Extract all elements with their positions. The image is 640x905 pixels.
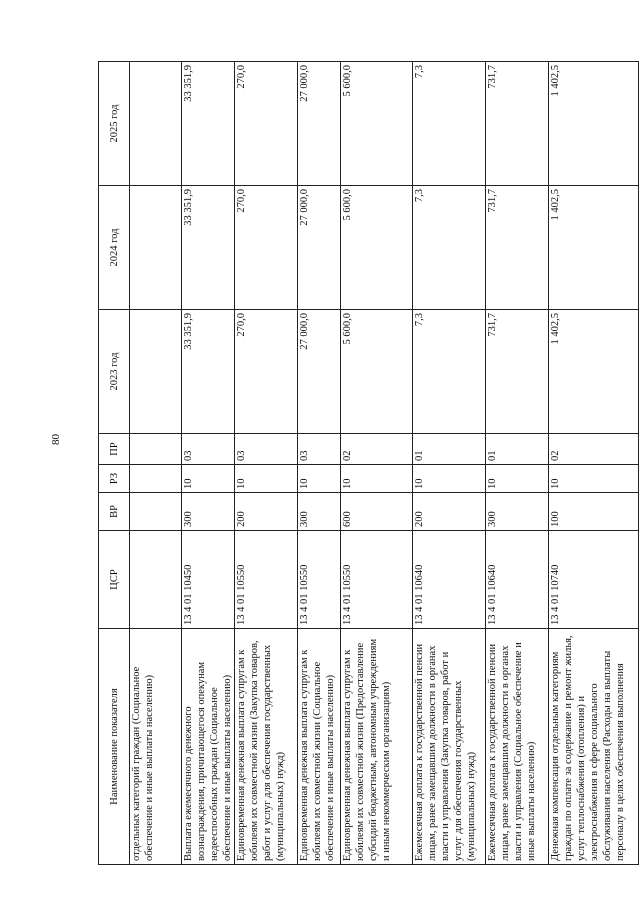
cell-rz: 10: [235, 465, 298, 493]
cell-name: Единовременная денежная выплата супругам к юбилеям их совместной жизни (Предоставление субсидий бюджетным, автономным учреждениям и иным некоммерческим организациям): [341, 629, 413, 865]
header-rz: РЗ: [99, 465, 130, 493]
cell-pr: 02: [341, 434, 413, 465]
cell-rz: 10: [298, 465, 341, 493]
header-2025: 2025 год: [99, 62, 130, 186]
cell-2024: 270,0: [235, 186, 298, 310]
page-number: 80: [50, 434, 62, 445]
cell-name: Единовременная денежная выплата супругам к юбилеям их совместной жизни (Социальное обеспечение и иные выплаты населению): [298, 629, 341, 865]
cell-2024: [130, 186, 182, 310]
cell-2025: 5 600,0: [341, 62, 413, 186]
cell-name: Выплата ежемесячного денежного вознаграждения, причитающегося опекунам недееспособных граждан (Социальное обеспечение и иные выплаты населению): [182, 629, 235, 865]
cell-2025: [130, 62, 182, 186]
cell-csr: 13 4 01 10640: [486, 531, 549, 629]
cell-2025: 7,3: [413, 62, 486, 186]
cell-rz: 10: [486, 465, 549, 493]
cell-pr: 03: [235, 434, 298, 465]
cell-csr: 13 4 01 10740: [549, 531, 639, 629]
cell-2024: 1 402,5: [549, 186, 639, 310]
header-name: Наименование показателя: [99, 629, 130, 865]
cell-2024: 7,3: [413, 186, 486, 310]
table-row: [549, 62, 639, 865]
cell-vr: 200: [413, 493, 486, 531]
cell-pr: 03: [298, 434, 341, 465]
cell-vr: 600: [341, 493, 413, 531]
cell-rz: 10: [341, 465, 413, 493]
header-vr: ВР: [99, 493, 130, 531]
cell-vr: 100: [549, 493, 639, 531]
cell-vr: [130, 493, 182, 531]
cell-vr: 200: [235, 493, 298, 531]
cell-csr: 13 4 01 10550: [235, 531, 298, 629]
cell-2023: 7,3: [413, 310, 486, 434]
cell-pr: 02: [549, 434, 639, 465]
cell-2025: 1 402,5: [549, 62, 639, 186]
cell-pr: [130, 434, 182, 465]
cell-pr: 01: [486, 434, 549, 465]
table-row: [413, 62, 486, 865]
table-row: [486, 62, 549, 865]
header-csr: ЦСР: [99, 531, 130, 629]
header-2023: 2023 год: [99, 310, 130, 434]
cell-csr: 13 4 01 10640: [413, 531, 486, 629]
header-pr: ПР: [99, 434, 130, 465]
cell-2025: 731,7: [486, 62, 549, 186]
cell-vr: 300: [298, 493, 341, 531]
cell-csr: 13 4 01 10550: [341, 531, 413, 629]
cell-name: отдельных категорий граждан (Социальное обеспечение и иные выплаты населению): [130, 629, 182, 865]
table-row: [182, 62, 235, 865]
table-row: [130, 62, 182, 865]
table-row: [235, 62, 298, 865]
cell-2023: 270,0: [235, 310, 298, 434]
cell-name: Ежемесячная доплата к государственной пенсии лицам, ранее замещавшим должности в органах власти и управления (Закупка товаров, работ и услуг для обеспечения государственных (муниципальных) нужд): [413, 629, 486, 865]
cell-2025: 27 000,0: [298, 62, 341, 186]
cell-2024: 33 351,9: [182, 186, 235, 310]
cell-csr: 13 4 01 10450: [182, 531, 235, 629]
cell-rz: [130, 465, 182, 493]
cell-csr: [130, 531, 182, 629]
cell-pr: 01: [413, 434, 486, 465]
cell-vr: 300: [182, 493, 235, 531]
cell-2023: [130, 310, 182, 434]
cell-2023: 1 402,5: [549, 310, 639, 434]
budget-table: [98, 61, 639, 865]
cell-vr: 300: [486, 493, 549, 531]
cell-rz: 10: [413, 465, 486, 493]
table-row: [298, 62, 341, 865]
cell-2024: 731,7: [486, 186, 549, 310]
cell-2025: 270,0: [235, 62, 298, 186]
cell-2023: 27 000,0: [298, 310, 341, 434]
cell-name: Денежная компенсация отдельным категориям граждан по оплате за содержание и ремонт жилья, услуг теплоснабжения (отопления) и электроснабжения в сфере социального обслуживания населения (Расходы на выплаты персоналу в целях обеспечения выполнения: [549, 629, 639, 865]
table-row: [341, 62, 413, 865]
cell-2023: 5 600,0: [341, 310, 413, 434]
header-2024: 2024 год: [99, 186, 130, 310]
cell-name: Ежемесячная доплата к государственной пенсии лицам, ранее замещавшим должности в органах власти и управления (Социальное обеспечение и иные выплаты населению): [486, 629, 549, 865]
cell-2024: 5 600,0: [341, 186, 413, 310]
cell-pr: 03: [182, 434, 235, 465]
cell-2023: 33 351,9: [182, 310, 235, 434]
rotated-table-container: [98, 62, 626, 865]
cell-csr: 13 4 01 10550: [298, 531, 341, 629]
cell-name: Единовременная денежная выплата супругам к юбилеям их совместной жизни (Закупка товаров, работ и услуг для обеспечения государственных (муниципальных) нужд): [235, 629, 298, 865]
cell-rz: 10: [549, 465, 639, 493]
cell-2023: 731,7: [486, 310, 549, 434]
table-header-row: [99, 62, 130, 865]
cell-2024: 27 000,0: [298, 186, 341, 310]
cell-rz: 10: [182, 465, 235, 493]
cell-2025: 33 351,9: [182, 62, 235, 186]
